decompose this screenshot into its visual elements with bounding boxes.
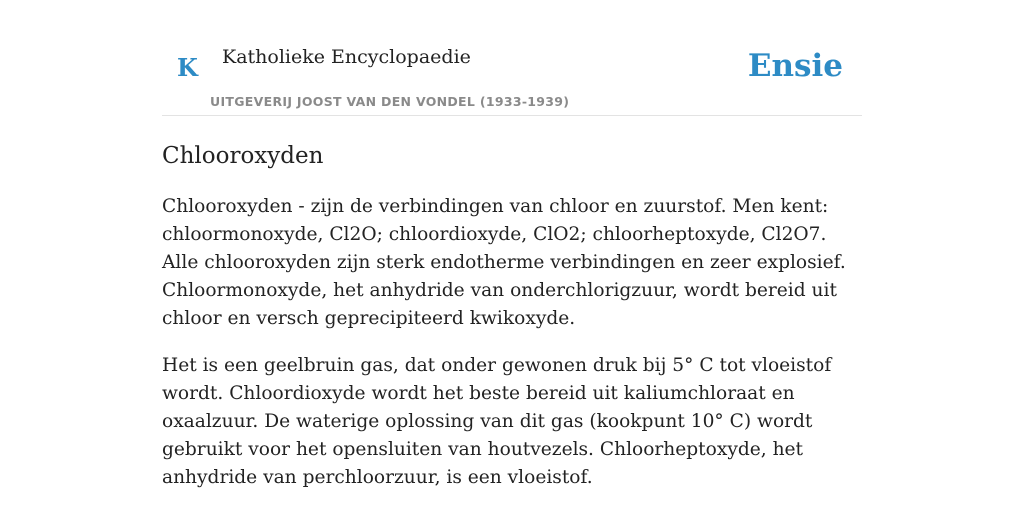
publisher-label: UITGEVERIJ JOOST VAN DEN VONDEL (1933-1939): [210, 94, 570, 109]
article-paragraph: Chlooroxyden - zijn de verbindingen van chloor en zuurstof. Men kent: chloormonoxyde, Cl2O; chloordioxyde, ClO2; chloorheptoxyde, Cl2O7. Alle chlooroxyden zijn sterk endotherme verbindingen en zeer explosief. Chloormonoxyde, het anhydride van onderchlorigzuur, wordt bereid uit chloor en versch geprecipiteerd kwikoxyde.: [162, 195, 846, 329]
source-title-link[interactable]: Katholieke Encyclopaedie: [222, 46, 471, 68]
article-paragraph: Het is een geelbruin gas, dat onder gewonen druk bij 5° C tot vloeistof wordt. Chloordioxyde wordt het beste bereid uit kaliumchloraat en oxaalzuur. De waterige oplossing van dit gas (kookpunt 10° C) wordt gebruikt voor het opensluiten van houtvezels. Chloorheptoxyde, het anhydride van perchloorzuur, is een vloeistof.: [162, 354, 832, 488]
site-header: [162, 0, 862, 116]
article-page: [162, 0, 862, 492]
ensie-logo[interactable]: Ensie: [747, 48, 843, 84]
article-title: Chlooroxyden: [162, 143, 324, 169]
source-logo[interactable]: K: [177, 53, 198, 82]
